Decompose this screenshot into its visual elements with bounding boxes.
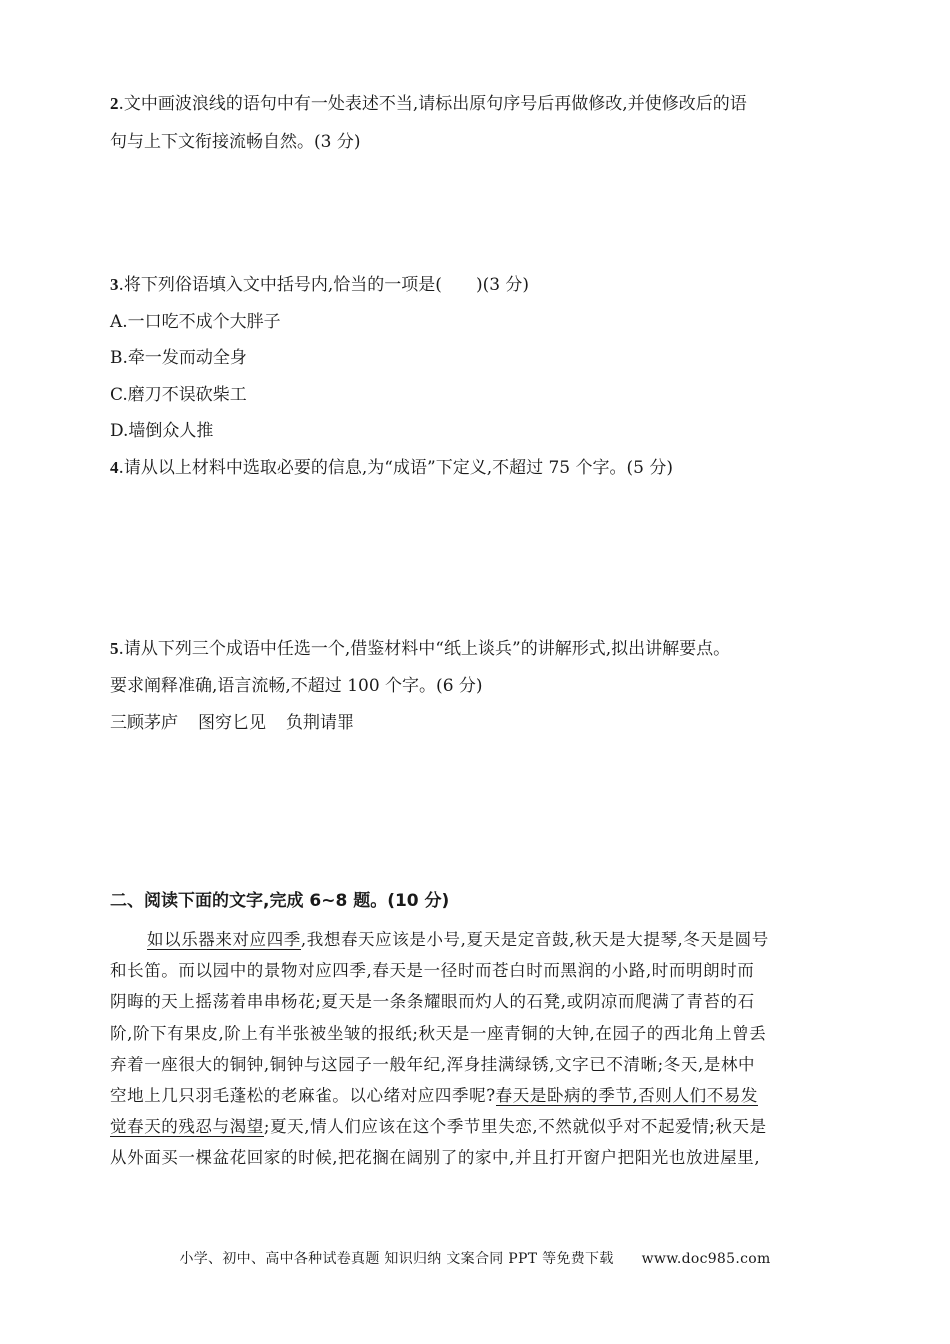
underlined-phrase: 春天是卧病的季节,否则人们不易发 [495,1086,759,1106]
q3-stem: 3.将下列俗语填入文中括号内,恰当的一项是( )(3 分) [110,275,530,295]
passage-line-3: 阴晦的天上摇荡着串串杨花;夏天是一条条耀眼而灼人的石凳,或阴凉而爬满了青苔的石 [110,992,755,1012]
underlined-phrase: 如以乐器来对应四季 [147,930,301,949]
underlined-phrase: 觉春天的残忍与渴望 [110,1117,264,1137]
q2-line-2: 句与上下文衔接流畅自然。(3 分) [110,132,361,152]
passage-line-8: 从外面买一棵盆花回家的时候,把花搁在阔别了的家中,并且打开窗户把阳光也放进屋里, [110,1148,761,1168]
q5-idiom-list [110,711,354,735]
q3-option-b: B.牵一发而动全身 [110,348,247,368]
passage-line-4: 阶,阶下有果皮,阶上有半张被坐皱的报纸;秋天是一座青铜的大钟,在园子的西北角上曾丢 [110,1023,767,1043]
idiom-1: 三顾茅庐 [110,713,178,733]
q5-line-2: 要求阐释准确,语言流畅,不超过 100 个字。(6 分) [110,676,483,696]
passage-line-6: 空地上几只羽毛蓬松的老麻雀。以心绪对应四季呢?春天是卧病的季节,否则人们不易发 [110,1086,759,1106]
idiom-3: 负荆请罪 [286,713,354,733]
q2-line-1: 2.文中画波浪线的语句中有一处表述不当,请标出原句序号后再做修改,并使修改后的语 [110,94,747,114]
q5-line-1: 5.请从下列三个成语中任选一个,借鉴材料中“纸上谈兵”的讲解形式,拟出讲解要点。 [110,639,731,659]
passage-line-5: 弃着一座很大的铜钟,铜钟与这园子一般年纪,浑身挂满绿锈,文字已不清晰;冬天,是林中 [110,1054,756,1074]
idiom-2: 图穷匕见 [198,713,266,733]
q3-option-c: C.磨刀不误砍柴工 [110,385,247,405]
reading-passage [110,924,842,1174]
q3-option-d: D.墙倒众人推 [110,421,214,441]
footer-text: 小学、初中、高中各种试卷真题 知识归纳 文案合同 PPT 等免费下载 [179,1251,614,1267]
passage-line-1: 如以乐器来对应四季,我想春天应该是小号,夏天是定音鼓,秋天是大提琴,冬天是圆号 [147,930,769,949]
footer-url[interactable]: www.doc985.com [641,1251,771,1267]
section-2-title: 二、阅读下面的文字,完成 6~8 题。(10 分) [110,891,450,911]
q3-option-a: A.一口吃不成个大胖子 [110,312,281,332]
page-footer [0,1248,950,1268]
q4-stem: 4.请从以上材料中选取必要的信息,为“成语”下定义,不超过 75 个字。(5 分) [110,458,674,478]
passage-line-2: 和长笛。而以园中的景物对应四季,春天是一径时而苍白时而黑润的小路,时而明朗时而 [110,961,755,981]
passage-line-7: 觉春天的残忍与渴望;夏天,情人们应该在这个季节里失恋,不然就似乎对不起爱情;秋天是 [110,1117,767,1137]
